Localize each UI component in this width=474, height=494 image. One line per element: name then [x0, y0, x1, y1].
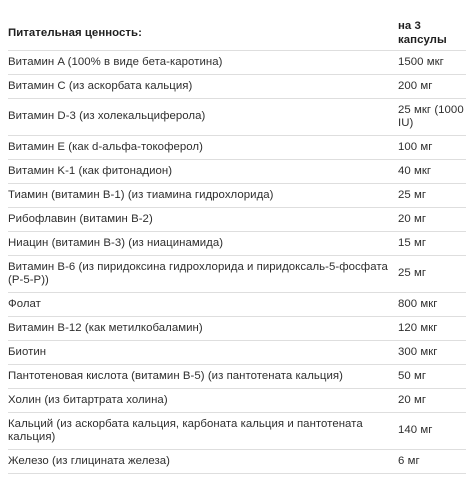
header-serving: на 3 капсулы — [398, 20, 466, 51]
nutrient-amount: 25 мг — [398, 256, 466, 293]
nutrient-amount: 300 мкг — [398, 341, 466, 365]
nutrient-name: Кальций (из аскорбата кальция, карбоната кальция и пантотената кальция) — [8, 413, 398, 450]
table-row — [8, 413, 466, 450]
table-row — [8, 365, 466, 389]
table-row — [8, 256, 466, 293]
nutrient-amount: 25 мкг (1000 IU) — [398, 99, 466, 136]
table-header-row — [8, 20, 466, 51]
table-row — [8, 136, 466, 160]
table-row — [8, 184, 466, 208]
nutrition-table — [8, 20, 466, 474]
nutrient-amount: 1500 мкг — [398, 51, 466, 75]
nutrient-amount: 15 мг — [398, 232, 466, 256]
nutrient-name: Витамин B-6 (из пиридоксина гидрохлорида и пиридоксаль-5-фосфата (P-5-P)) — [8, 256, 398, 293]
nutrient-name: Витамин K-1 (как фитонадион) — [8, 160, 398, 184]
nutrient-name: Витамин C (из аскорбата кальция) — [8, 75, 398, 99]
nutrient-name: Ниацин (витамин B-3) (из ниацинамида) — [8, 232, 398, 256]
nutrient-amount: 100 мг — [398, 136, 466, 160]
nutrient-name: Тиамин (витамин B-1) (из тиамина гидрохлорида) — [8, 184, 398, 208]
table-row — [8, 208, 466, 232]
nutrient-name: Витамин B-12 (как метилкобаламин) — [8, 317, 398, 341]
table-row — [8, 341, 466, 365]
nutrient-name: Витамин D-3 (из холекальциферола) — [8, 99, 398, 136]
nutrient-name: Витамин A (100% в виде бета-каротина) — [8, 51, 398, 75]
nutrition-facts-sheet — [0, 20, 474, 494]
table-row — [8, 389, 466, 413]
nutrient-amount: 6 мг — [398, 450, 466, 474]
nutrient-amount: 120 мкг — [398, 317, 466, 341]
table-row — [8, 317, 466, 341]
nutrient-amount: 800 мкг — [398, 293, 466, 317]
nutrient-amount: 20 мг — [398, 389, 466, 413]
table-row — [8, 160, 466, 184]
table-row — [8, 232, 466, 256]
nutrient-amount: 40 мкг — [398, 160, 466, 184]
nutrient-name: Биотин — [8, 341, 398, 365]
table-row — [8, 51, 466, 75]
nutrient-amount: 20 мг — [398, 208, 466, 232]
nutrient-amount: 200 мг — [398, 75, 466, 99]
header-nutrient: Питательная ценность: — [8, 20, 398, 51]
nutrient-amount: 25 мг — [398, 184, 466, 208]
table-row — [8, 99, 466, 136]
nutrient-name: Витамин E (как d-альфа-токоферол) — [8, 136, 398, 160]
nutrient-name: Железо (из глицината железа) — [8, 450, 398, 474]
table-row — [8, 75, 466, 99]
nutrient-name: Холин (из битартрата холина) — [8, 389, 398, 413]
table-row — [8, 293, 466, 317]
nutrient-amount: 140 мг — [398, 413, 466, 450]
nutrient-name: Рибофлавин (витамин B-2) — [8, 208, 398, 232]
nutrient-amount: 50 мг — [398, 365, 466, 389]
nutrient-name: Пантотеновая кислота (витамин B-5) (из пантотената кальция) — [8, 365, 398, 389]
nutrient-name: Фолат — [8, 293, 398, 317]
table-row — [8, 450, 466, 474]
